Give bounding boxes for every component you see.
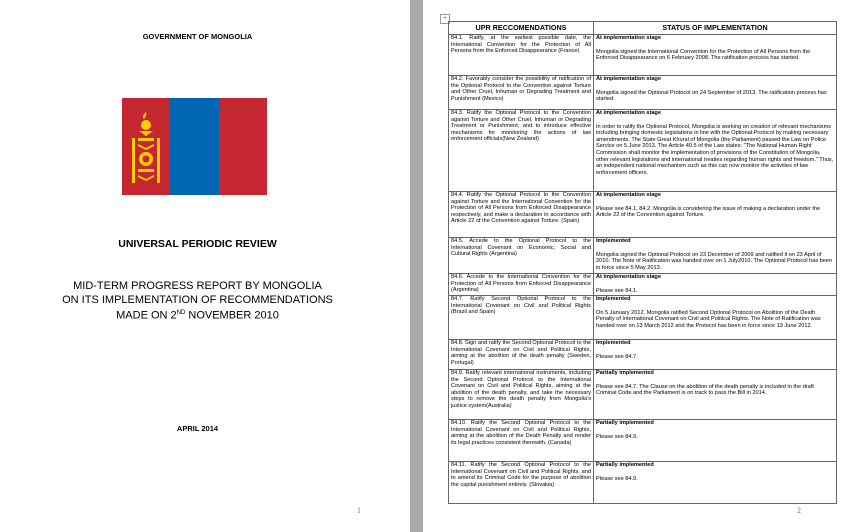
status-stage: Implemented [596, 296, 631, 302]
soyombo-symbol-icon [122, 98, 170, 195]
status-stage: Implemented [596, 238, 631, 244]
recommendation-text: 84.5. Accede to the Optional Protocol to the International Covenant on Economic, Social and Cultural Rights (Argentina) [451, 238, 591, 258]
status-stage: Partially implemented [596, 420, 654, 426]
report-date: APRIL 2014 [176, 424, 219, 433]
recommendation-text: 84.7. Ratify Second Optional Protocol to the International Covenant on Civil and Political Rights (Brazil and Spain) [451, 296, 591, 316]
recommendation-cell [449, 340, 594, 370]
recommendation-cell [449, 76, 594, 110]
recommendation-text: 84.3. Ratify the Optional Protocol to the Convention against Torture and Other Cruel, Inhuman or Degrading Treatment or Punishment; and to introduce effective mechanisms for monitoring the actions of law enforcement officials(New Zealand) [451, 110, 591, 143]
status-cell [594, 110, 837, 192]
status-cell [594, 420, 837, 462]
subtitle-line-1: MID-TERM PROGRESS REPORT BY MONGOLIA [73, 280, 322, 292]
status-stage: At implementation stage [596, 76, 661, 82]
subtitle-line-3-end: NOVEMBER 2010 [185, 309, 279, 322]
recommendation-cell [449, 370, 594, 420]
status-stage: Implemented [596, 340, 631, 346]
status-stage: Partially implemented [596, 370, 654, 376]
flag-center-band [170, 98, 218, 195]
status-cell [594, 192, 837, 238]
status-detail: Mongolia signed the Optional Protocol on 24 September of 2013. The ratification process has started. [596, 89, 827, 103]
subtitle-line-3 [0, 307, 395, 323]
report-title: UNIVERSAL PERIODIC REVIEW [118, 238, 277, 250]
table-row [449, 420, 837, 462]
table-header-row [449, 22, 837, 35]
table-row [449, 296, 837, 340]
recommendation-cell [449, 238, 594, 274]
table-row [449, 35, 837, 76]
table-row [449, 340, 837, 370]
status-detail: Please see 84.1. [596, 287, 638, 294]
status-detail: Please see 84.9. [596, 433, 638, 440]
recommendation-cell [449, 462, 594, 504]
table-row [449, 238, 837, 274]
status-stage: Partially implemented [596, 462, 654, 468]
status-cell [594, 76, 837, 110]
status-cell [594, 35, 837, 76]
recommendation-text: 84.11. Ratify the Second Optional Protocol to the International Covenant on Civil and Political Rights, and to amend its Criminal Code for the purpose of abolition the capital punishment entirely. (Slovakia) [451, 462, 591, 488]
table-move-handle-icon[interactable]: + [440, 14, 450, 24]
status-stage: At implementation stage [596, 110, 661, 116]
report-subtitle [0, 280, 395, 323]
table-row [449, 370, 837, 420]
status-detail: Please see 84.9. [596, 475, 638, 482]
status-detail: In order to ratify the Optional Protocol, Mongolia is working on creation of relevant mechanisms including bringing domestic legislations in line with the Optional Protocol by making necessary amendments. The State Great Khural of Mongolia (the Parliament) passed the Law on Police Service on 5 June 2013. The Article 40.5 of the Law states: "The National Human Right Commission shall monitor the implementation of provisions of the Constitution of Mongolia, other relevant legislations and international treaties regarding human rights and freedom." Thus, an independent national mechanism such as this can now monitor the activities of law enforcement officers. [596, 123, 834, 176]
status-detail: Please see 84.1, 84.2. Mongolia is considering the issue of making a declaration under the Article 22 of the Convention against Torture. [596, 205, 821, 219]
status-detail: On 5 January 2012, Mongolia ratified Second Optional Protocol on Abolition of the Death Penalty of International Covenant on Civil and Political Rights. The Note of Ratification was handed over on 13 March 2012 and the Protocol has been in force since 13 June 2012. [596, 309, 821, 329]
status-cell [594, 274, 837, 296]
subtitle-ordinal-suffix: ND [176, 310, 186, 316]
status-detail: Please see 84.7. The Clause on the abolition of the death penalty is included in the draft Criminal Code and the Parliament is on track to pass the Bill in 2014. [596, 383, 814, 397]
recommendation-text: 84.9. Ratify relevant international instruments, including the Second Optional Protocol to the International Covenant on Civil and Political Rights, aiming at the abolition of the death penalty, and take the necessary steps to remove the death penalty from Mongolia's justice system(Australia) [451, 370, 591, 409]
document-page-2 [423, 0, 850, 532]
header-status: STATUS OF IMPLEMENTATION [594, 22, 837, 35]
status-cell [594, 340, 837, 370]
status-detail: Please see 84.7. [596, 353, 638, 360]
status-stage: At implementation stage [596, 35, 661, 41]
status-detail: Mongolia signed the International Convention for the Protection of All Persons from the Enforced Disappearance on 6 February 2008. The ratification process has started. [596, 48, 811, 62]
page-number-1: 1 [357, 506, 361, 515]
flag-right-band [219, 98, 267, 195]
status-cell [594, 296, 837, 340]
status-cell [594, 238, 837, 274]
document-page-1 [0, 0, 410, 532]
status-stage: At implementation stage [596, 192, 661, 198]
status-cell [594, 462, 837, 504]
recommendation-text: 84.4. Ratify the Optional Protocol to the Convention against Torture and the International Convention for the Protection of All Persons from Enforced Disappearance respectively, and make a declaration in accordance with Article 22 of the Convention against Torture. (Spain) [451, 192, 591, 225]
status-detail: Mongolia signed the Optional Protocol on 23 December of 2009 and ratified it on 23 April of 2010. The Note of Ratification was handed over on 1 July2010. The Optional Protocol has been in force since 5 May 2013. [596, 251, 833, 271]
table-row [449, 110, 837, 192]
recommendation-cell [449, 274, 594, 296]
recommendation-text: 84.8. Sign and ratify the Second Optional Protocol to the International Covenant on Civil and Political Rights, aiming at the abolition of the death penalty (Sweden, Portugal) [451, 340, 591, 366]
mongolia-flag [122, 98, 267, 195]
subtitle-line-3-start: MADE ON 2 [116, 309, 177, 322]
status-cell [594, 370, 837, 420]
recommendation-cell [449, 110, 594, 192]
recommendation-cell [449, 192, 594, 238]
table-row [449, 462, 837, 504]
recommendation-cell [449, 35, 594, 76]
recommendation-cell [449, 420, 594, 462]
recommendation-text: 84.10. Ratify the Second Optional Protocol to the International Covenant on Civil and Political Rights, aiming at the abolition of the Death Penalty and render its legal practices consistent therewith. (Canada) [451, 420, 591, 446]
status-stage: At implementation stage [596, 274, 661, 280]
subtitle-line-2: ON ITS IMPLEMENTATION OF RECOMMENDATIONS [62, 293, 333, 306]
government-heading: GOVERNMENT OF MONGOLIA [142, 32, 253, 41]
recommendation-text: 84.6. Accede to the International Convention for the Protection of All Persons from Enforced Disappearance (Argentina) [451, 274, 591, 294]
recommendation-text: 84.2. Favorably consider the possibility of ratification of the Optional Protocol to the Convention against Torture and Other Cruel, Inhuman or Degrading Treatment and Punishment (Mexico) [451, 76, 591, 102]
recommendations-table [448, 21, 837, 504]
recommendation-cell [449, 296, 594, 340]
table-row [449, 76, 837, 110]
flag-left-band [122, 98, 170, 195]
header-recommendations: UPR RECCOMENDATIONS [449, 22, 594, 35]
recommendation-text: 84.1. Ratify, at the earliest possible date, the International Convention for the Protection of All Persons from the Enforced Disappearance (France) [451, 35, 591, 55]
page-number-2: 2 [797, 506, 801, 515]
table-row [449, 192, 837, 238]
table-row [449, 274, 837, 296]
